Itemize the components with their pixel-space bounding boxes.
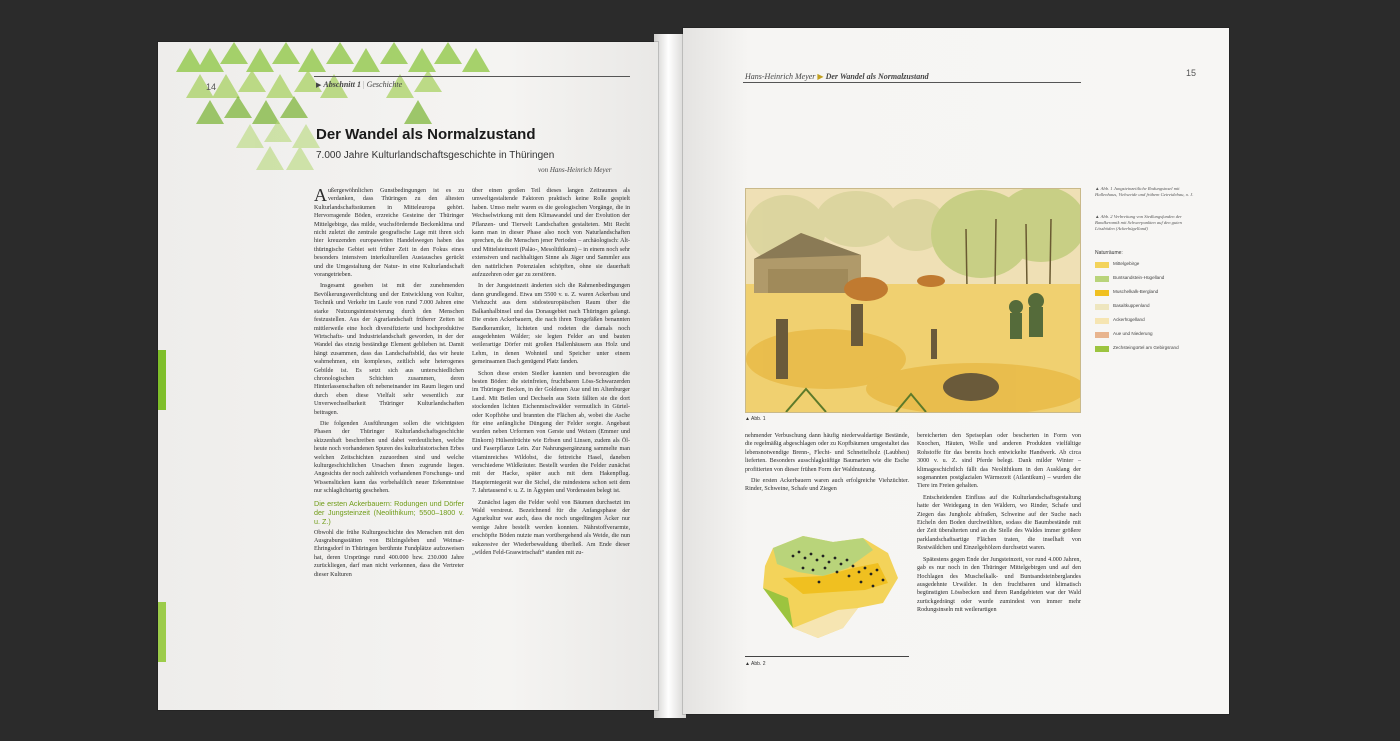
header-rule (314, 76, 630, 77)
legend-swatch (1095, 304, 1109, 310)
paragraph: Entscheidenden Einfluss auf die Kulturlandschaftsgestaltung hatte der Weidegang in den Wäldern, wo Rinder, Schafe und Ziegen das Jungholz abfraßen, Schweine auf der Suche nach Eicheln den Boden durchwühlten, sodass die Baumbestände mit der Zeit überalterten und an die Stelle des Waldes immer größere parklandschaftsartige Flächen traten, die inselhaft von Restwäldchen und Einzelgehölzen durchsetzt waren. (917, 494, 1081, 552)
paragraph: Zunächst lagen die Felder wohl von Bäumen durchsetzt im Wald verstreut. Bezeichnend für die Anfangsphase der Agrarkultur war auch, dass die noch ungedüngten Äcker nur wenige Jahre bestellt werden konnten. Nährstoffverarmte, erschöpfte Böden nutzte man vorübergehend als Weide, die nun sukzessive der Wiederbewaldung überließ. Am Ende dieser „wilden Feld-Graswirtschaft“ standen mit zu- (472, 499, 630, 557)
green-edge-mark (158, 602, 166, 662)
paragraph: bereicherten den Speiseplan oder bescherten in Form von Knochen, Häuten, Wolle und anderen Produkten vielfältige Rohstoffe für das bereits hoch entwickelte Handwerk. Ab circa 3000 v. u. Z. sind Pferde belegt. Dank milder Winter – klimageschichtlich fällt das Neolithikum in den Ausklang der sogenannten postglazialen Wärmezeit (Atlantikum) – wurden die Tiere im Freien gehalten. (917, 433, 1081, 490)
text-column-3 (745, 432, 909, 522)
legend-item (1095, 330, 1205, 344)
text-column-2 (472, 187, 630, 707)
article-byline: von Hans-Heinrich Meyer (538, 166, 612, 174)
text-column-1 (314, 187, 464, 707)
legend-label: Zechsteingürtel am Gebirgsrand (1113, 345, 1179, 350)
figure-rule (745, 656, 909, 657)
legend-item (1095, 344, 1205, 358)
article-title: Der Wandel als Normalzustand (316, 126, 536, 143)
running-header: Hans-Heinrich Meyer ▶ Der Wandel als Normalzustand (745, 72, 929, 81)
legend-item (1095, 274, 1205, 288)
legend-item (1095, 302, 1205, 316)
drop-cap: A (314, 187, 327, 205)
legend-swatch (1095, 332, 1109, 338)
legend-swatch (1095, 346, 1109, 352)
legend-swatch (1095, 276, 1109, 282)
legend-swatch (1095, 262, 1109, 268)
legend-label: Basaltkuppenland (1113, 303, 1150, 308)
paragraph: Außergewöhnlichen Gunstbedingungen ist es zu verdanken, dass Thüringen zu den ältesten Kulturlandschaftsräumen in Mitteleuropa gehört. Hervorragende Böden, erzreiche Gesteine der Thüringer Mittelgebirge, das milde, wuchsfördernde Beckenklima und nicht zuletzt die zentrale geografische Lage mit ihren sich hier kreuzenden europaweiten Handelswegen haben das thüringische Gebiet seit früher Zeit in den Fokus eines besonders intensiven interkulturellen Austausches gerückt und die Umgestaltung der Natur- in eine Kulturlandschaft vorangetrieben. (314, 187, 464, 279)
paragraph: Spätestens gegen Ende der Jungsteinzeit, vor rund 4.000 Jahren, gab es nur noch in den Thüringer Mittelgebirgen und auf den Hochlagen des Muschelkalk- und Buntsandsteinberglandes ausgedehnte Urwälder. In den fruchtbaren und klimatisch begünstigten Lössbecken und ihren Randgebieten war der Wald zurückgedrängt oder wurde zumindest von immer mehr Rodungsinseln mit weilerartigen (917, 556, 1081, 614)
legend-swatch (1095, 290, 1109, 296)
right-page (683, 28, 1229, 714)
legend-label: Mittelgebirge (1113, 261, 1140, 266)
thuringia-distribution-map (753, 528, 903, 650)
header-rule (743, 82, 1081, 83)
paragraph: über einen großen Teil dieses langen Zeitraumes als umweltgestaltende Faktoren praktisch keine Rolle gespielt haben. Umso mehr waren es die geologischen Vorgänge, die in Wechselwirkung mit dem Klimawandel und der Evolution der Pflanzen- und Tierwelt Landschaften gestalteten. Mit Recht kann man in dieser Phase also noch von Naturlandschaften sprechen, da die Menschen jener Perioden – archäologisch: Alt- und Mittelsteinzeit (Paläo-, Mesolithikum) – in einem noch sehr extensiven und nachhaltigen Sinne als Jäger und Sammler aus den natürlichen Potenzialen schöpften, ohne sie dauerhaft aufzuzehren oder gar zu zerstören. (472, 188, 630, 279)
section-label: ▶ Abschnitt 1 | Geschichte (316, 80, 403, 89)
paragraph: Die folgenden Ausführungen sollen die wichtigsten Phasen der Thüringer Kulturlandschaftsgeschichte skizzenhaft beschreiben und dabei verdeutlichen, welche heute noch vorhandenen Spuren des kulturhistorischen Erbes welchen Zeitschichten zuzuordnen sind und welche kulturgeschichtlichen Ursachen ihnen zugrunde liegen. Angesichts der noch zahlreich vorhandenen Forschungs- und Wissenslücken kann das vorbehaltlich neuer Erkenntnisse nur schlaglichtartig geschehen. (314, 420, 464, 495)
legend-label: Ackerhügelland (1113, 317, 1145, 322)
paragraph: Obwohl die frühe Kulturgeschichte des Menschen mit den Ausgrabungsstätten von Bilzingsleben und Weimar-Ehringsdorf in Thüringen berühmte Fundplätze aufzuweisen hat, deren Ursprünge rund 400.000 bzw. 230.000 Jahre zurückliegen, darf man nicht verkennen, dass die Vertreter dieser Kulturen (314, 529, 464, 578)
legend-label: Aue und Niederung (1113, 331, 1153, 336)
page-number: 15 (1186, 68, 1197, 78)
page-number: 14 (206, 82, 217, 92)
legend-label: Buntsandstein-Hügelland (1113, 275, 1165, 280)
legend-title: Naturräume: (1095, 250, 1123, 256)
left-page (158, 42, 658, 710)
figure-caption-label: ▲ Abb. 2 (745, 661, 766, 667)
sidebar-caption: ▲ Abb. 2 Verbreitung von Siedlungsfunden der Bandkeramik mit Schwerpunkten auf den guten Lössböden (Ackerhügelland) (1095, 214, 1182, 231)
map-legend (1095, 260, 1205, 358)
legend-label: Muschelkalk-Bergland (1113, 289, 1159, 294)
figure-caption-label: ▲ Abb. 1 (745, 416, 766, 422)
section-heading: Die ersten Ackerbauern: Rodungen und Dörfer der Jungsteinzeit (Neolithikum; 5500–1800 v. u. Z.) (314, 498, 464, 526)
text-column-4 (917, 432, 1081, 682)
paragraph: Die ersten Ackerbauern waren auch erfolgreiche Viehzüchter. Rinder, Schweine, Schafe und Ziegen (745, 478, 909, 493)
paragraph: In der Jungsteinzeit änderten sich die Rahmenbedingungen dann grundlegend. Etwa um 5500 v. u. Z. waren Ackerbau und Viehzucht aus dem südosteuropäischen Raum über die Balkanhalbinsel und das Donaugebiet nach Thüringen gelangt. Die ersten Ackerbauern, die nach ihren Tongefäßen benannten Bandkeramiker, lichteten und rodeten die damals noch ausgedehnten Wälder; sie legten Felder an und bauten weilerartige Dörfer mit großen Hallenhäusern aus Holz und Lehm, in denen Wohnteil und Speicher unter einem gemeinsamen Dach genügend Platz fanden. (472, 283, 630, 366)
article-subtitle: 7.000 Jahre Kulturlandschaftsgeschichte in Thüringen (316, 150, 555, 161)
legend-item (1095, 316, 1205, 330)
legend-swatch (1095, 318, 1109, 324)
legend-item (1095, 260, 1205, 274)
book-gutter (654, 34, 686, 718)
paragraph: Insgesamt gesehen ist mit der zunehmenden Bevölkerungsverdichtung und der Entwicklung von Kultur, Technik und Verkehr im Laufe von rund 7.000 Jahren eine starke Nutzungsintensivierung durch den Menschen festzustellen. Aus der Agrarlandschaft früherer Zeiten ist mittlerweile eine hoch diversifizierte und hochproduktive Wirtschafts- und Industrielandschaft geworden, in der der Wandel das einzig beständige Element geblieben ist. Damit hängt zusammen, dass das Landschaftsbild, das wir heute wahrnehmen, ein komplexes, zeitlich sehr heterogenes Gebilde ist. Es setzt sich aus unterschiedlichen chronologischen Schichten zusammen, deren Hinterlassenschaften oft nebeneinander im Raum liegen und durch eben diese Vielfalt sehr wesentlich zur Unverwechselbarkeit Thüringer Kulturlandschaften beitragen. (314, 283, 464, 416)
green-edge-mark (158, 350, 166, 410)
sidebar-caption: ▲ Abb. 1 Jungsteinzeitliche Rodungsinsel mit Hallenhaus, Viehweide und frühem Getreidebau, o. J. (1095, 186, 1194, 197)
legend-item (1095, 288, 1205, 302)
paragraph: Schon diese ersten Siedler kannten und bevorzugten die besten Böden: die steinfreien, fruchtbaren Löss-Schwarzerden im Thüringer Becken, in der Goldenen Aue und im Altenburger Land. Mit Beilen und Dechseln aus Stein fällten sie die dort stockenden lichten Eichenmischwälder vermutlich in Gürtel- oder Kopfhöhe und brannten die Flächen ab, wobei die Asche für eine anfängliche Düngung der Felder sorgte. Angebaut wurden neben Urformen von Gerste und Weizen (Emmer und Einkorn) Hülsenfrüchte wie Erbsen und Linsen, zudem als Öl- und Faserpflanze Lein. Zur Nahrungsergänzung sammelte man vitaminreiches Wildobst, die fettreiche Hasel, daneben verschiedene Wildkräuter. Bestellt wurden die Felder zunächst mit der Hacke, später auch mit dem Hakenpflug. Haupterntegerät war die Sichel, die mindestens schon seit dem 7. Jahrtausend v. u. Z. in Ägypten und Vorderasien belegt ist. (472, 370, 630, 495)
paragraph: nehmender Verbuschung dann häufig niederwaldartige Bestände, die regelmäßig abgeschlagen oder zu Kopfbäumen umgestaltet das lebensnotwendige Brenn-, Flecht- und Schneitelholz (Laubheu) lieferten. Besonders ausschlagkräftige Baumarten wie die Esche profitierten von dieser frühen Form der Waldnutzung. (745, 433, 909, 473)
neolithic-settlement-illustration (745, 188, 1081, 413)
